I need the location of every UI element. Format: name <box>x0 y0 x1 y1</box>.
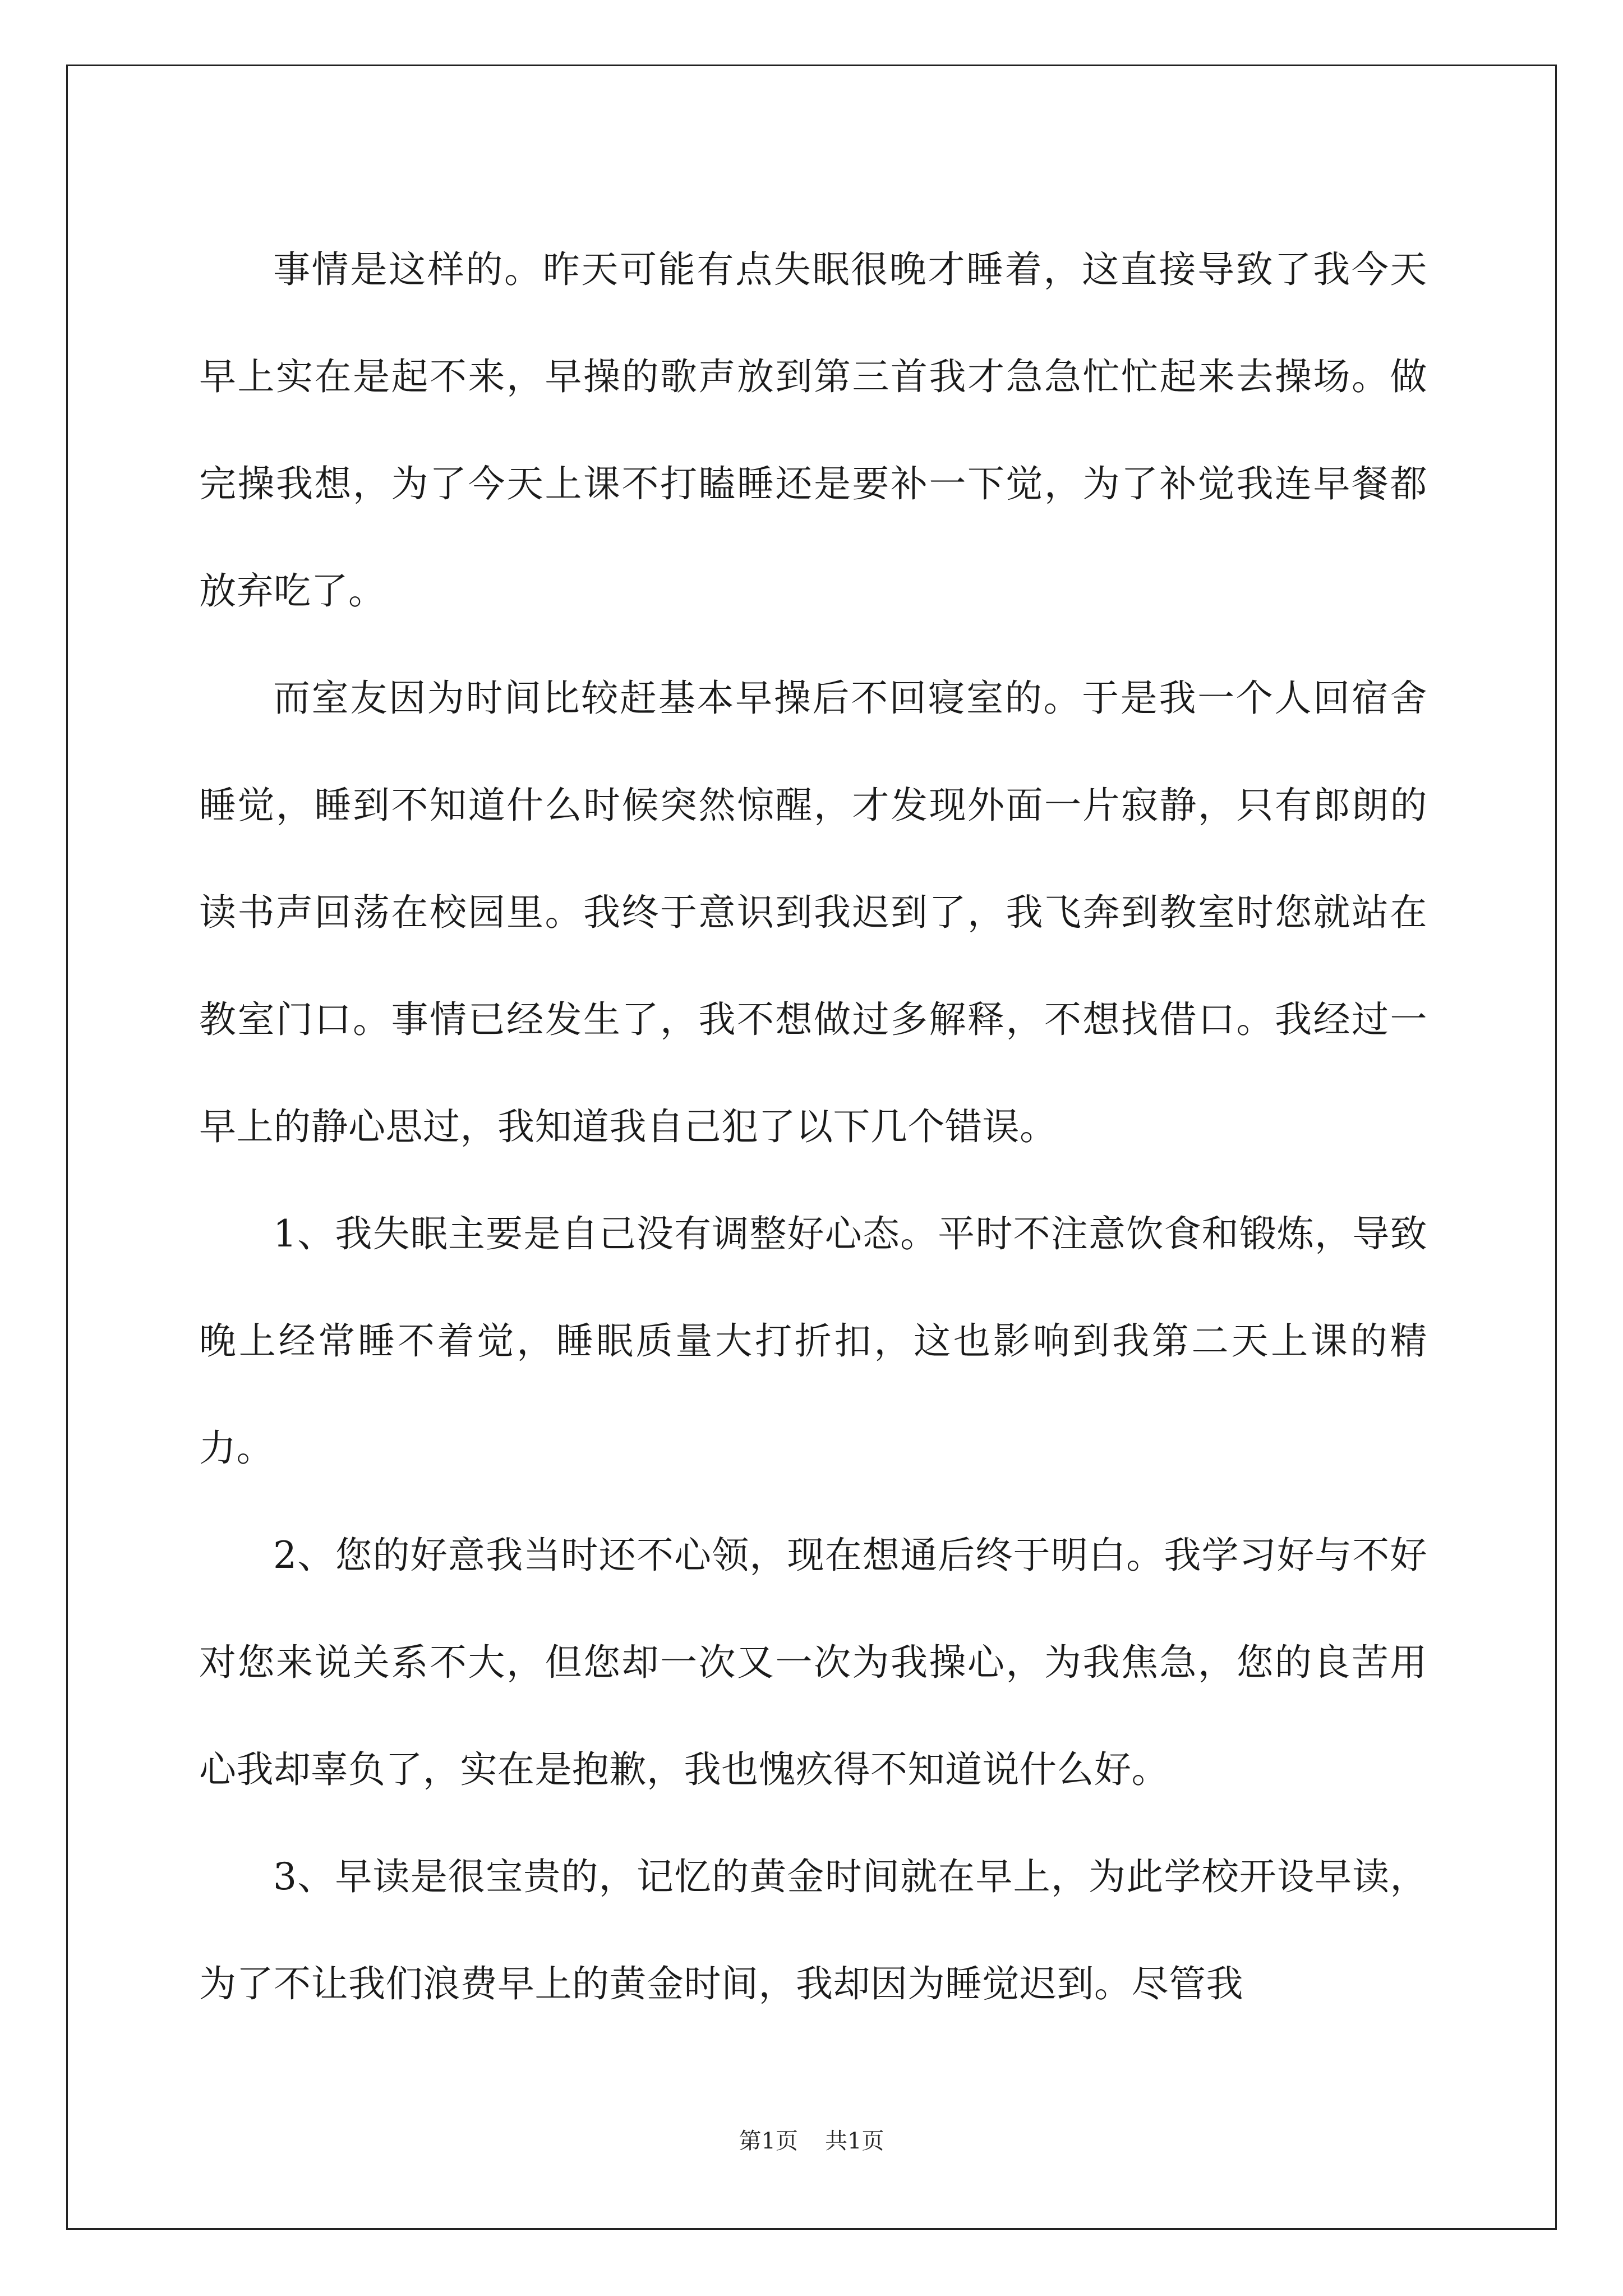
paragraph-2: 而室友因为时间比较赶基本早操后不回寝室的。于是我一个人回宿舍睡觉，睡到不知道什么时候突然惊醒，才发现外面一片寂静，只有郎朗的读书声回荡在校园里。我终于意识到我迟到了，我飞奔到教室时您就站在教室门口。事情已经发生了，我不想做过多解释，不想找借口。我经过一早上的静心思过，我知道我自己犯了以下几个错误。 <box>199 677 1427 1148</box>
paragraph-5: 3、早读是很宝贵的，记忆的黄金时间就在早上，为此学校开设早读，为了不让我们浪费早上的黄金时间，我却因为睡觉迟到。尽管我 <box>199 1855 1427 2005</box>
page-footer <box>0 2127 1623 2155</box>
paragraph-4: 2、您的好意我当时还不心领，现在想通后终于明白。我学习好与不好对您来说关系不大，但您却一次又一次为我操心，为我焦急，您的良苦用心我却辜负了，实在是抱歉，我也愧疚得不知道说什么好。 <box>199 1534 1427 1791</box>
page-total: 共1页 <box>825 2128 884 2154</box>
page-number: 第1页 <box>739 2128 798 2154</box>
paragraph-3: 1、我失眠主要是自己没有调整好心态。平时不注意饮食和锻炼，导致晚上经常睡不着觉，睡眠质量大打折扣，这也影响到我第二天上课的精力。 <box>199 1212 1427 1470</box>
paragraph-1: 事情是这样的。昨天可能有点失眠很晚才睡着，这直接导致了我今天早上实在是起不来，早操的歌声放到第三首我才急急忙忙起来去操场。做完操我想，为了今天上课不打瞌睡还是要补一下觉，为了补觉我连早餐都放弃吃了。 <box>199 248 1427 613</box>
document-body <box>199 216 1427 2037</box>
